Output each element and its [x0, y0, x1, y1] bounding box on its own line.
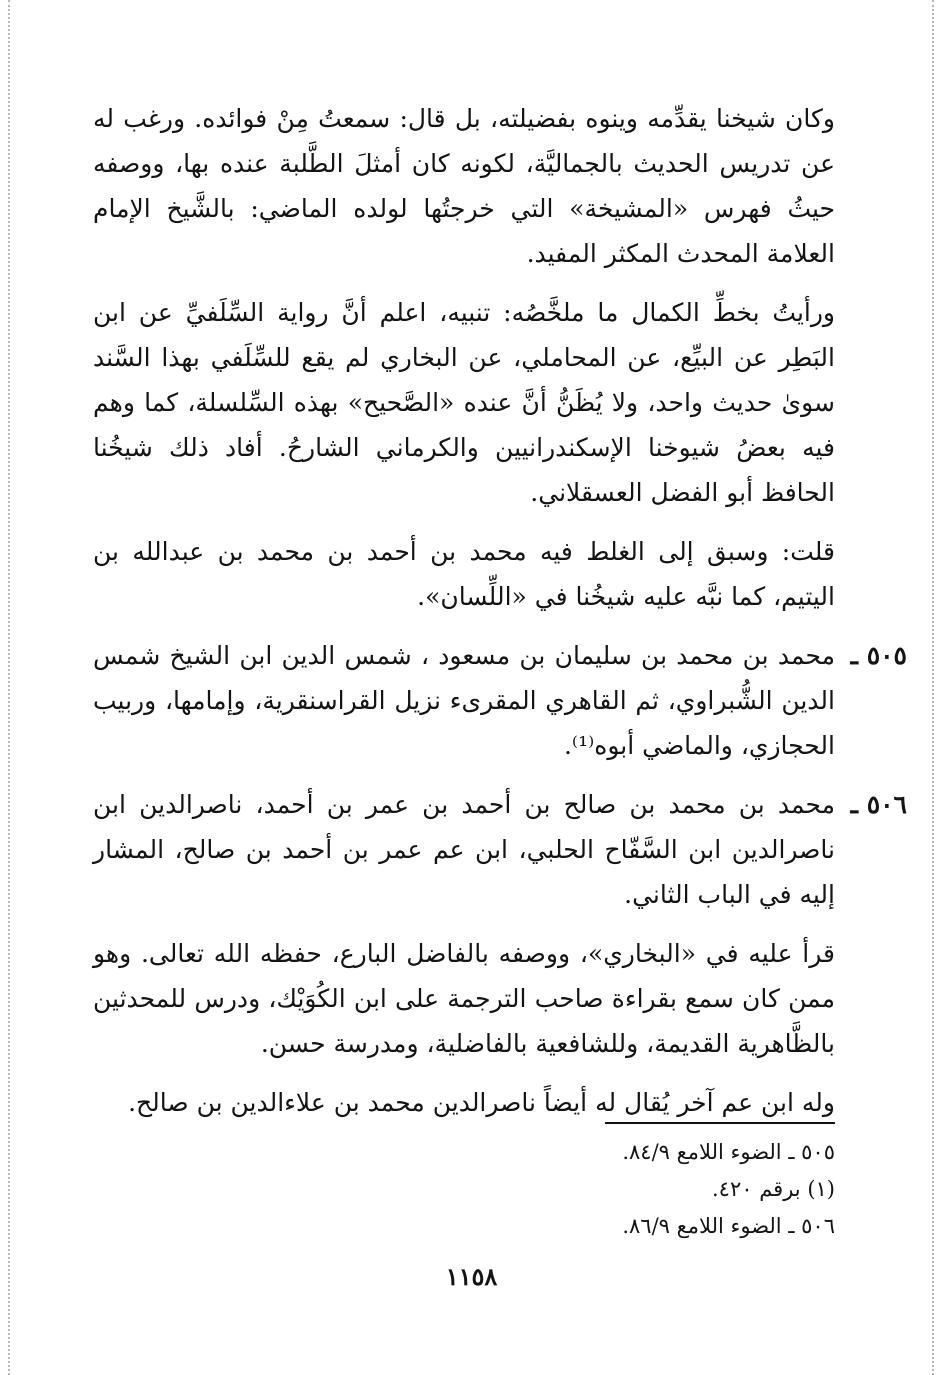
paragraph: وكان شيخنا يقدِّمه وينوه بفضيلته، بل قال: سمعتُ مِنْ فوائده. ورغب له عن تدريس الحديث بالجماليَّة، لكونه كان أمثلَ الطَّلبة عنده بها، ووصفه حيثُ فهرس «المشيخة» التي خرجتُها لولده الماضي: بالشَّيخ الإمام العلامة المحدث المكثر المفيد. [93, 104, 835, 268]
footnote: ٥٠٥ ـ الضوء اللامع ٨٤/٩. [622, 1140, 835, 1164]
main-text [93, 96, 907, 1139]
entry-text: محمد بن محمد بن صالح بن أحمد بن عمر بن أحمد، ناصرالدين ابن ناصرالدين ابن السَّفّاح الحلبي، ابن عم عمر بن أحمد بن صالح، المشار إليه في الباب الثاني. [93, 790, 835, 909]
left-edge-dots [8, 0, 10, 1375]
paragraph: وله ابن عم آخر يُقال له أيضاً ناصرالدين محمد بن علاءالدين بن صالح. [128, 1088, 835, 1117]
paragraph: قلت: وسبق إلى الغلط فيه محمد بن أحمد بن محمد بن عبدالله بن اليتيم، كما نبَّه عليه شيخُنا في «اللِّسان». [93, 537, 835, 611]
right-edge-dots [932, 0, 934, 1375]
entry-506 [93, 782, 907, 917]
footnotes [93, 1134, 835, 1245]
entry-text: محمد بن محمد بن سليمان بن مسعود ، شمس الدين ابن الشيخ شمس الدين الشُّبراوي، ثم القاهري المقرىء نزيل القراسنقرية، وإمامها، وربيب الحجازي، والماضي أبوه⁽¹⁾. [93, 641, 835, 760]
paragraph: قرأ عليه في «البخاري»، ووصفه بالفاضل البارع، حفظه الله تعالى. وهو ممن كان سمع بقراءة صاحب الترجمة على ابن الكُوَيْك، ودرس للمحدثين بالظَّاهرية القديمة، وللشافعية بالفاضلية، ومدرسة حسن. [93, 939, 835, 1058]
footnote: (١) برقم ٤٢٠. [711, 1177, 835, 1201]
entry-number: ٥٠٥ ـ [850, 641, 907, 670]
entry-number: ٥٠٦ ـ [850, 790, 907, 819]
page-number: ١١٥٨ [445, 1262, 498, 1291]
footnote-divider [605, 1122, 835, 1124]
entry-505 [93, 633, 907, 768]
paragraph: ورأيتُ بخطِّ الكمال ما ملخَّصُه: تنبيه، اعلم أنَّ رواية السِّلَفيِّ عن ابن البَطِر عن البيِّع، عن المحاملي، عن البخاري لم يقع للسِّلَفي بهذا السَّند سوىٰ حديث واحد، ولا يُظَنُّ أنَّ عنده «الصَّحيح» بهذه السِّلسلة، كما وهم فيه بعضُ شيوخنا الإسكندرانيين والكرماني الشارحُ. أفاد ذلك شيخُنا الحافظ أبو الفضل العسقلاني. [93, 298, 835, 507]
footnote: ٥٠٦ ـ الضوء اللامع ٨٦/٩. [622, 1214, 835, 1238]
